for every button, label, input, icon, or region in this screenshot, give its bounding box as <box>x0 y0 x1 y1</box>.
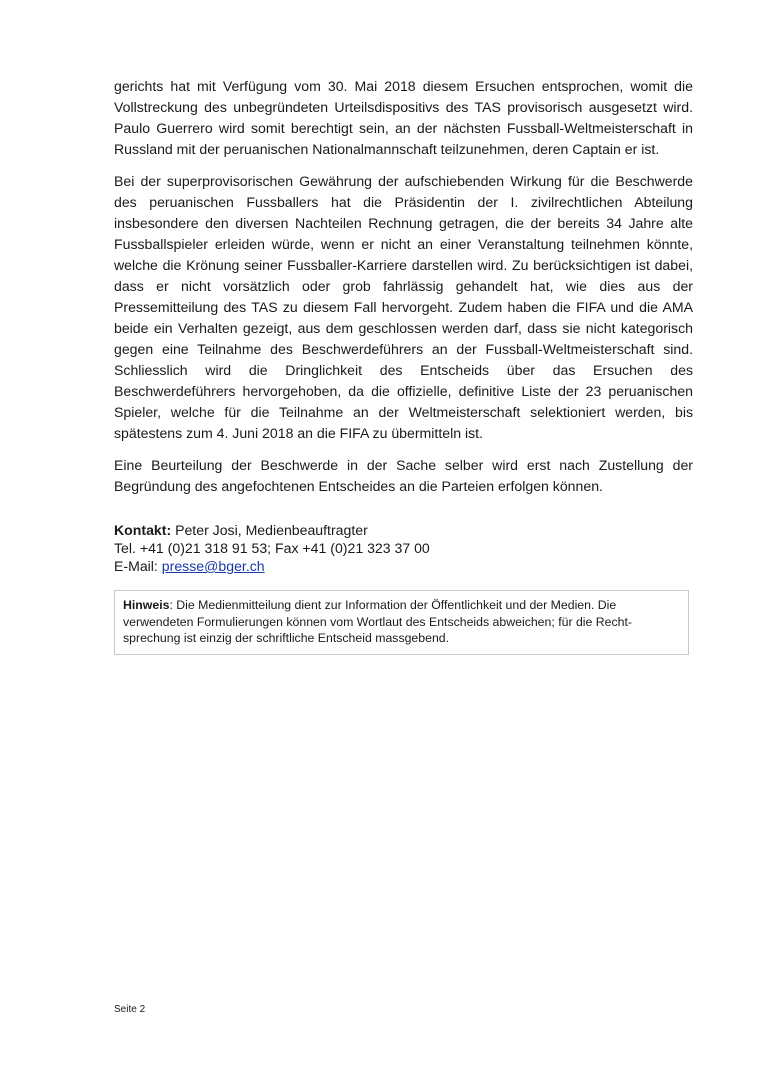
notice-box <box>114 590 689 655</box>
paragraph-2: Bei der superprovisorischen Gewährung der aufschiebenden Wirkung für die Beschwerde des peruanischen Fussballers hat die Präsidentin der I. zivilrechtlichen Abteilung insbesondere den diversen Nachteilen Rechnung getragen, die der bereits 34 Jahre alte Fussballspieler erleiden würde, wenn er nicht an einer Veranstaltung teilnehmen könnte, welche die Krönung seiner Fussballer-Karriere darstellen wird. Zu berücksichtigen ist dabei, dass er nicht vorsätzlich oder grob fahrlässig gehandelt hat, wie dies aus der Pressemitteilung des TAS zu diesem Fall hervorgeht. Zudem haben die FIFA und die AMA beide ein Verhalten gezeigt, aus dem geschlossen werden darf, dass sie nicht kategorisch gegen eine Teilnahme des Beschwerdeführers an der Fussball-Weltmeisterschaft sind. Schliesslich wird die Dringlichkeit des Entscheids über das Ersuchen des Beschwerdeführers hervorgehoben, da die offizielle, definitive Liste der 23 peruanischen Spieler, welche für die Teilnahme an der Weltmeisterschaft selektioniert werden, bis spätestens zum 4. Juni 2018 an die FIFA zu übermitteln ist. <box>114 173 693 441</box>
contact-label: Kontakt: <box>114 522 172 538</box>
paragraph-3: Eine Beurteilung der Beschwerde in der Sache selber wird erst nach Zustellung der Begründung des angefochtenen Entscheides an die Parteien erfolgen können. <box>114 457 693 494</box>
contact-email-line <box>114 557 693 575</box>
contact-block <box>114 521 693 575</box>
contact-phone: Tel. +41 (0)21 318 91 53; Fax +41 (0)21 323 37 00 <box>114 540 430 556</box>
document-body <box>114 76 693 655</box>
contact-email-prefix: E-Mail: <box>114 558 162 574</box>
page-number: Seite 2 <box>114 1004 146 1015</box>
notice-text: : Die Medienmitteilung dient zur Information der Öffentlichkeit und der Medien. Die verwendeten Formulierungen können vom Wortlaut des Entscheids abweichen; für die Rechtsprechung ist einzig der schriftliche Entscheid massgebend. <box>123 598 633 645</box>
paragraph-1: gerichts hat mit Verfügung vom 30. Mai 2018 diesem Ersuchen entsprochen, womit die Vollstreckung des unbegründeten Urteilsdispositivs des TAS provisorisch ausgesetzt wird. Paulo Guerrero wird somit berechtigt sein, an der nächsten Fussball-Weltmeisterschaft in Russland mit der peruanischen Nationalmannschaft teilzunehmen, deren Captain er ist. <box>114 78 693 157</box>
contact-name-line <box>114 521 693 539</box>
contact-email-link[interactable]: presse@bger.ch <box>161 558 265 574</box>
contact-name: Peter Josi, Medienbeauftragter <box>171 522 368 538</box>
notice-label: Hinweis <box>123 598 170 612</box>
